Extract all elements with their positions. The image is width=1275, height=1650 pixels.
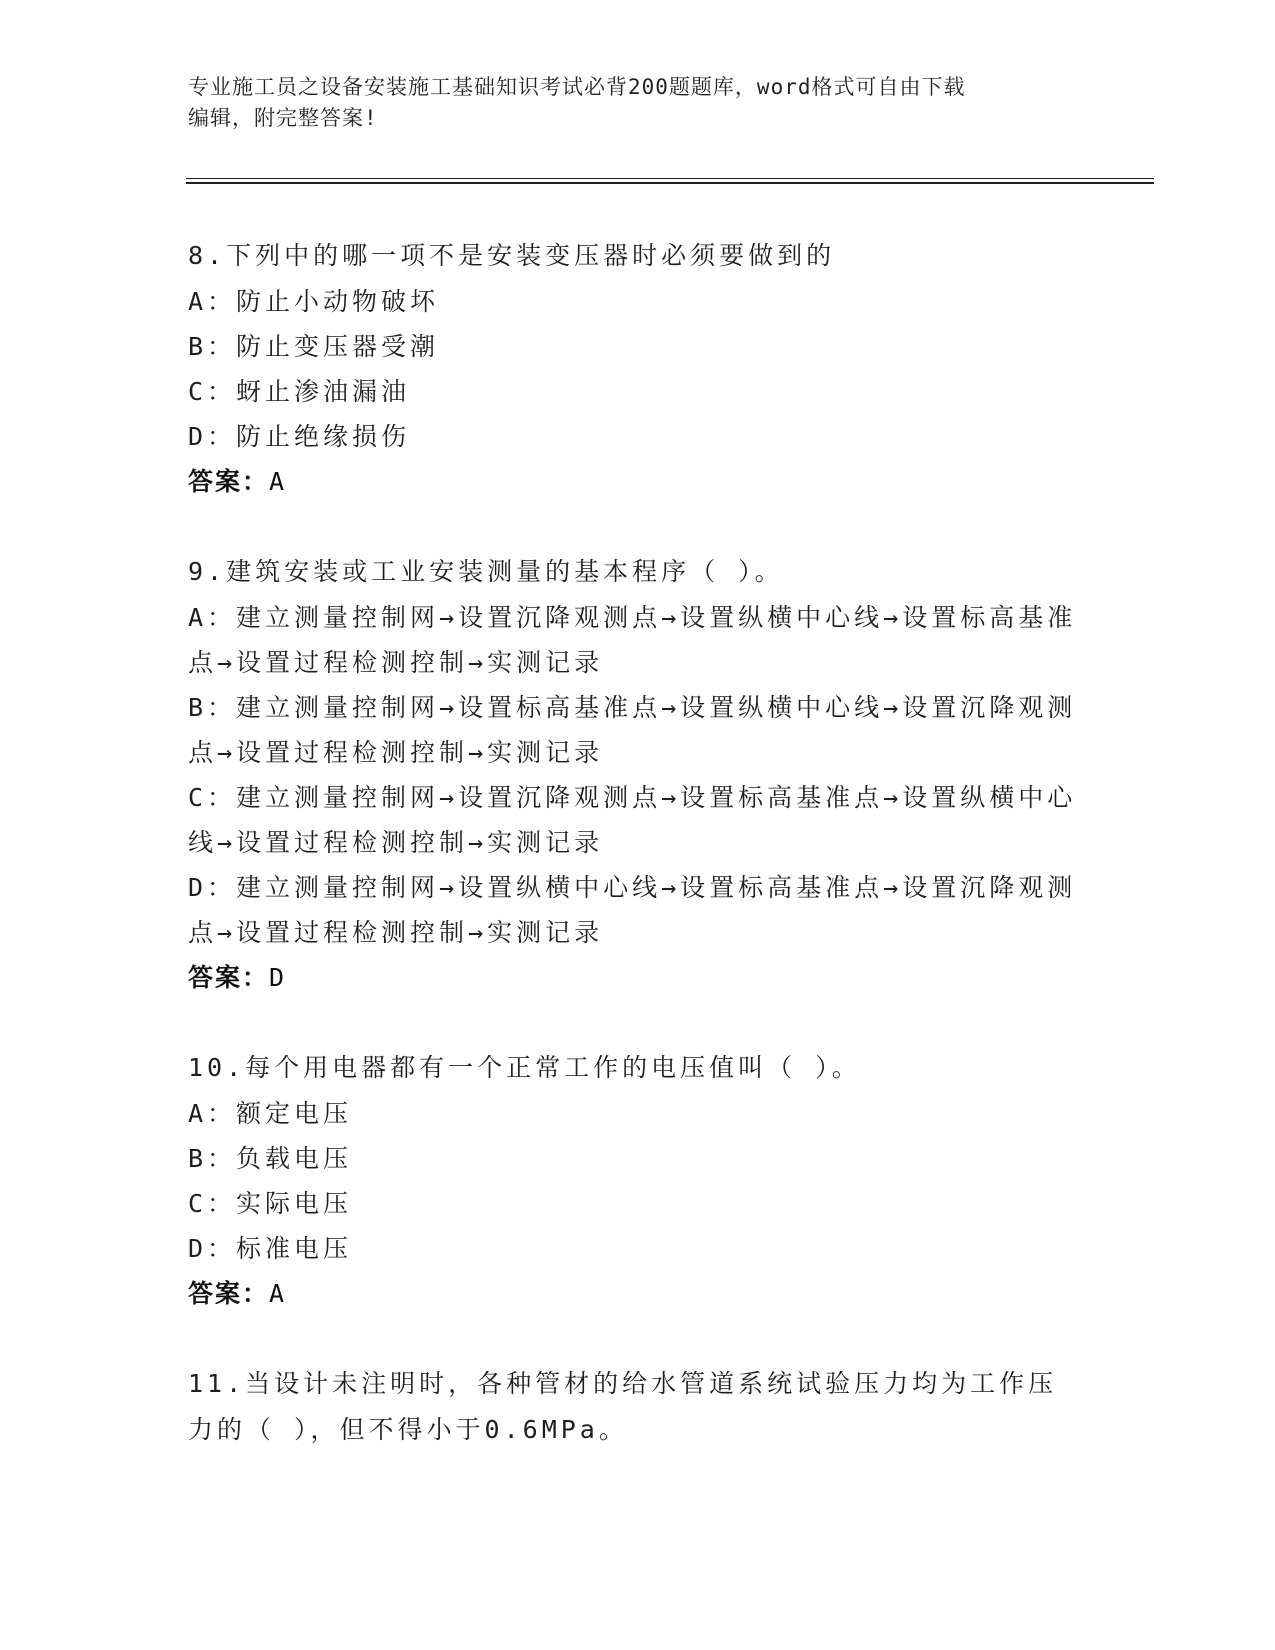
question-8 <box>188 233 1078 504</box>
question-10 <box>188 1045 1078 1316</box>
question-text: 8.下列中的哪一项不是安装变压器时必须要做到的 <box>188 241 836 270</box>
answer-value: D <box>269 963 287 992</box>
option-c: C：实际电压 <box>188 1189 353 1218</box>
document-header <box>188 72 1068 134</box>
answer-value: A <box>269 467 287 496</box>
option-d: D：建立测量控制网→设置纵横中心线→设置标高基准点→设置沉降观测点→设置过程检测控制→实测记录 <box>188 873 1077 947</box>
option-a: A：额定电压 <box>188 1099 353 1128</box>
question-text: 9.建筑安装或工业安装测量的基本程序（ ）。 <box>188 557 784 586</box>
answer-label: 答案： <box>188 1279 270 1308</box>
option-b: B：负载电压 <box>188 1144 353 1173</box>
question-text: 10.每个用电器都有一个正常工作的电压值叫（ ）。 <box>188 1053 861 1082</box>
option-c: C：建立测量控制网→设置沉降观测点→设置标高基准点→设置纵横中心线→设置过程检测控制→实测记录 <box>188 783 1077 857</box>
header-divider-bottom <box>186 182 1154 184</box>
header-divider-top <box>186 178 1154 179</box>
option-b: B：建立测量控制网→设置标高基准点→设置纵横中心线→设置沉降观测点→设置过程检测控制→实测记录 <box>188 693 1077 767</box>
option-a: A：防止小动物破坏 <box>188 287 440 316</box>
answer-line <box>188 459 1078 504</box>
question-9 <box>188 549 1078 1000</box>
option-d: D：防止绝缘损伤 <box>188 422 411 451</box>
option-c: C：蚜止渗油漏油 <box>188 377 411 406</box>
answer-value: A <box>269 1279 287 1308</box>
answer-line <box>188 1271 1078 1316</box>
header-line-2: 编辑，附完整答案! <box>188 106 378 130</box>
question-11 <box>188 1361 1078 1453</box>
option-b: B：防止变压器受潮 <box>188 332 440 361</box>
answer-label: 答案： <box>188 467 270 496</box>
answer-line <box>188 955 1078 1000</box>
header-line-1: 专业施工员之设备安装施工基础知识考试必背200题题库，word格式可自由下载 <box>188 75 966 99</box>
question-text: 11.当设计未注明时，各种管材的给水管道系统试验压力均为工作压力的（ ），但不得小于0.6MPa。 <box>188 1369 1058 1444</box>
option-a: A：建立测量控制网→设置沉降观测点→设置纵横中心线→设置标高基准点→设置过程检测控制→实测记录 <box>188 603 1077 677</box>
option-d: D：标准电压 <box>188 1234 353 1263</box>
answer-label: 答案： <box>188 963 270 992</box>
question-list <box>188 233 1078 1498</box>
